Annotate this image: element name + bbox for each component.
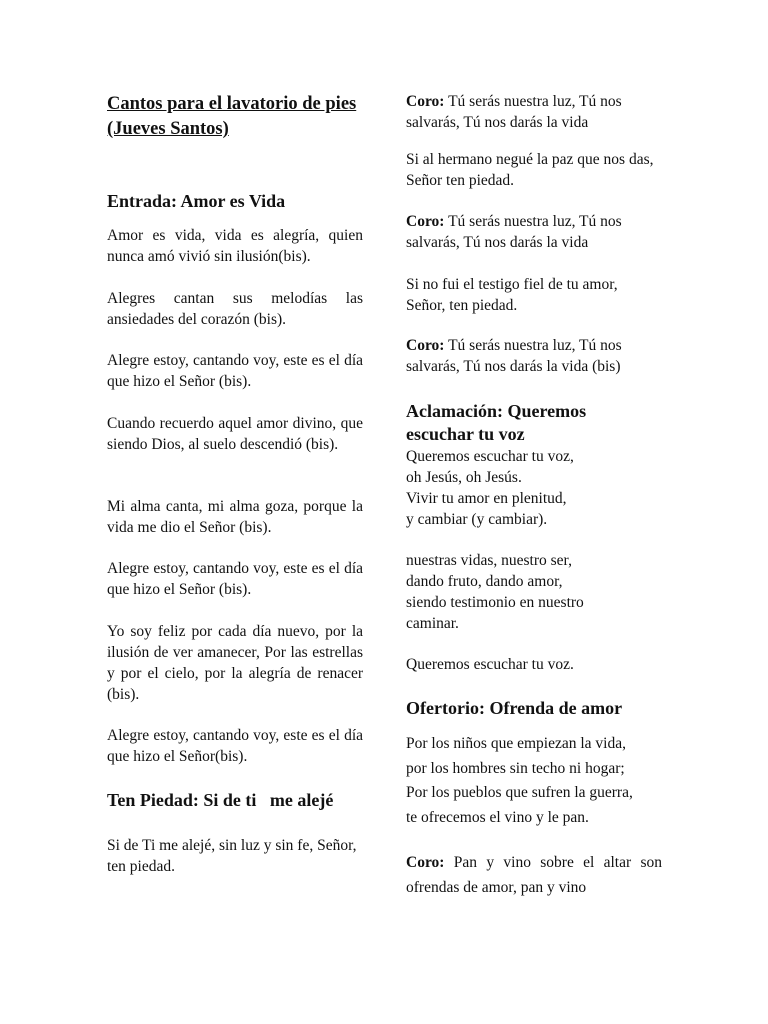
lyric-line: Por los pueblos que sufren la guerra,	[406, 784, 633, 801]
lyric-line: dando fruto, dando amor,	[406, 573, 563, 590]
lyric-line: Vivir tu amor en plenitud,	[406, 490, 567, 507]
entrada-stanza-3: Alegre estoy, cantando voy, este es el día que hizo el Señor (bis).	[107, 352, 363, 390]
coro-text: Pan y vino sobre el altar son ofrendas de amor, pan y vino	[406, 854, 662, 896]
coro-2	[406, 211, 658, 253]
lyric-line: te ofrecemos el vino y le pan.	[406, 808, 589, 826]
entrada-stanza-5: Mi alma canta, mi alma goza, porque la vida me dio el Señor (bis).	[107, 498, 363, 536]
aclamacion-verse-2	[406, 550, 662, 634]
lyric-line: nuestras vidas, nuestro ser,	[406, 552, 572, 569]
entrada-stanza-7: Yo soy feliz por cada día nuevo, por la ilusión de ver amanecer, Por las estrellas y por el cielo, por la alegría de renacer (bis).	[107, 623, 363, 703]
coro-4	[406, 850, 662, 900]
coro-text: Tú serás nuestra luz, Tú nos salvarás, Tú nos darás la vida	[406, 93, 622, 131]
lyric-line: oh Jesús, oh Jesús.	[406, 469, 522, 486]
entrada-stanza-2: Alegres cantan sus melodías las ansiedades del corazón (bis).	[107, 290, 363, 328]
lyric-line: por los hombres sin techo ni hogar;	[406, 759, 625, 777]
document-title: Cantos para el lavatorio de pies (Jueves Santos)	[107, 94, 357, 139]
aclamacion-heading: Aclamación: Queremos escuchar tu voz	[406, 401, 587, 444]
entrada-stanza-4: Cuando recuerdo aquel amor divino, que siendo Dios, al suelo descendió (bis).	[107, 415, 363, 453]
lyric-line: Queremos escuchar tu voz,	[406, 448, 574, 465]
coro-label: Coro:	[406, 337, 445, 354]
coro-text: Tú serás nuestra luz, Tú nos salvarás, Tú nos darás la vida	[406, 213, 622, 251]
aclamacion-end: Queremos escuchar tu voz.	[406, 656, 574, 673]
coro-label: Coro:	[406, 93, 445, 110]
lyric-line: y cambiar (y cambiar).	[406, 511, 548, 528]
entrada-stanza-1: Amor es vida, vida es alegría, quien nunca amó vivió sin ilusión(bis).	[107, 227, 363, 265]
lyric-line: siendo testimonio en nuestro	[406, 594, 584, 611]
ofertorio-heading: Ofertorio: Ofrenda de amor	[406, 698, 623, 718]
coro-3	[406, 335, 658, 377]
coro-label: Coro:	[406, 213, 445, 230]
aclamacion-verse-1	[406, 446, 662, 530]
entrada-stanza-6: Alegre estoy, cantando voy, este es el día que hizo el Señor (bis).	[107, 560, 363, 598]
coro-1	[406, 91, 658, 133]
lyric-line: caminar.	[406, 615, 459, 632]
piedad-heading: Ten Piedad: Si de ti me alejé	[107, 790, 334, 810]
entrada-heading: Entrada: Amor es Vida	[107, 191, 286, 211]
coro-text: Tú serás nuestra luz, Tú nos salvarás, Tú nos darás la vida (bis)	[406, 337, 622, 375]
entrada-stanza-8: Alegre estoy, cantando voy, este es el día que hizo el Señor(bis).	[107, 727, 363, 765]
ofertorio-verse	[406, 732, 662, 830]
coro-label: Coro:	[406, 854, 445, 871]
lyric-line: Por los niños que empiezan la vida,	[406, 735, 626, 752]
ten-piedad-verse-1: Si al hermano negué la paz que nos das, Señor ten piedad.	[406, 151, 654, 189]
ten-piedad-verse-2: Si no fui el testigo fiel de tu amor, Señor, ten piedad.	[406, 276, 618, 314]
piedad-stanza: Si de Ti me alejé, sin luz y sin fe, Señor, ten piedad.	[107, 837, 357, 875]
